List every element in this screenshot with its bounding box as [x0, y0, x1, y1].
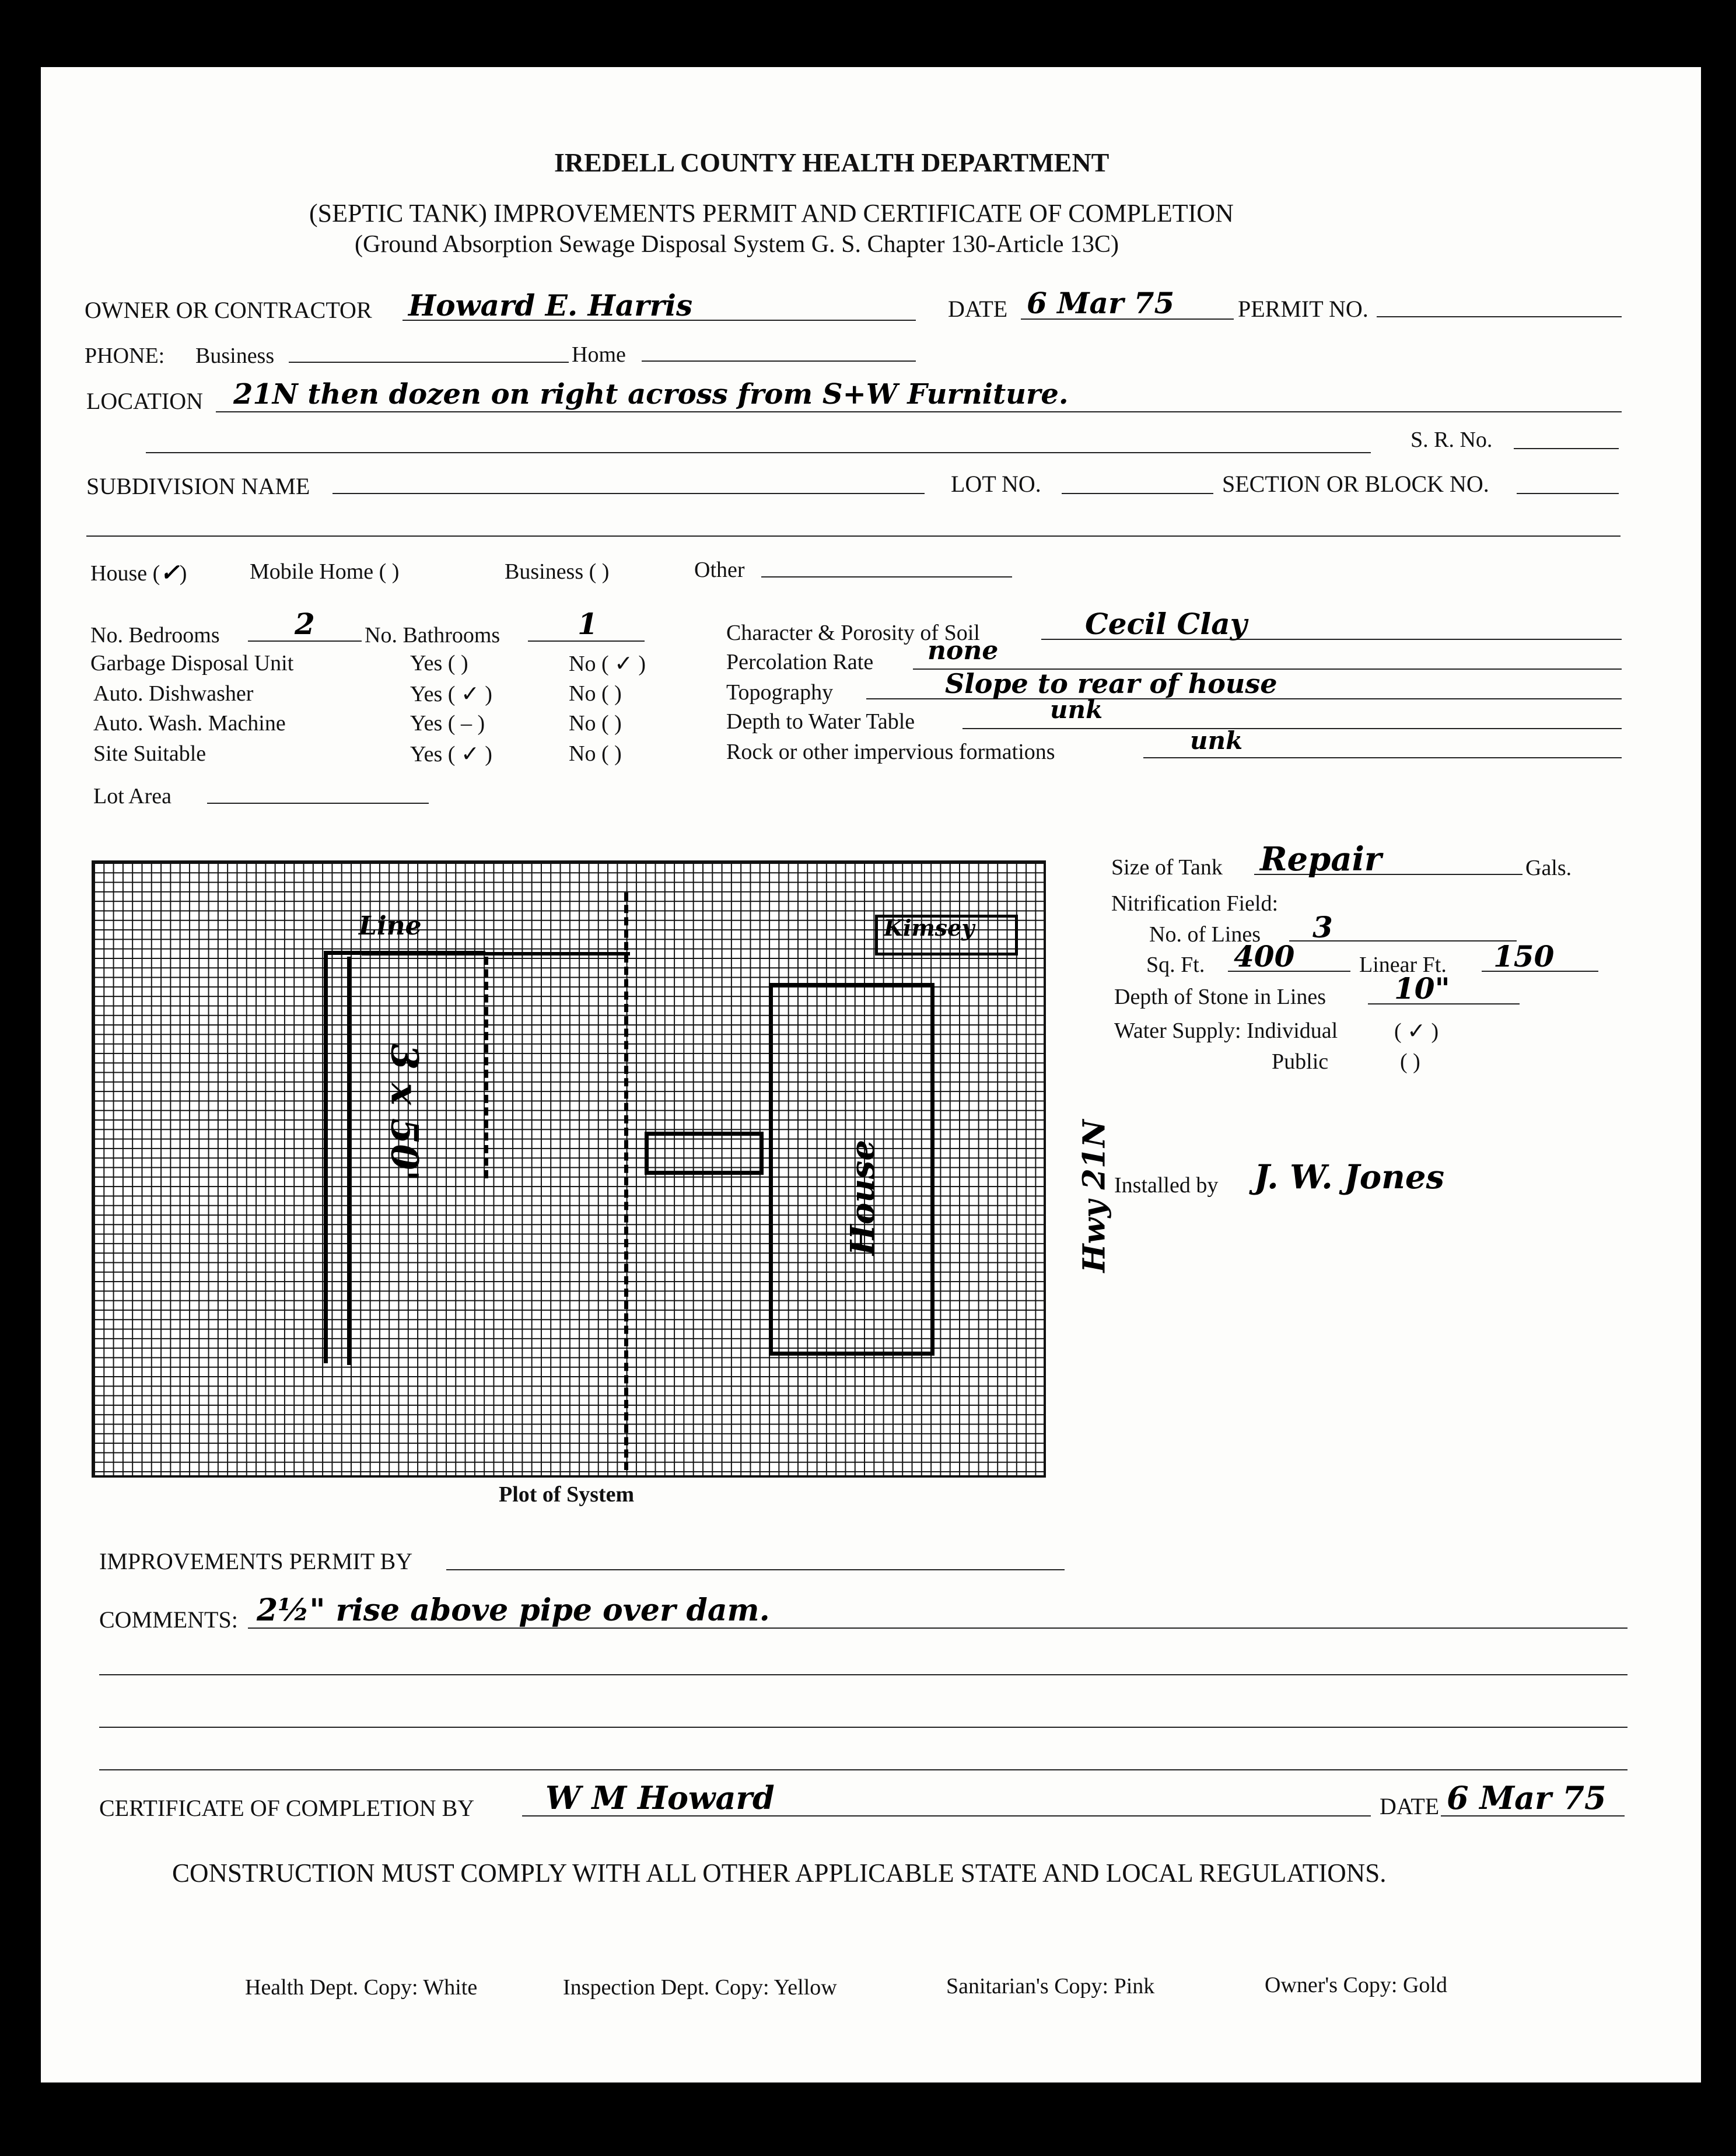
permit-no-label: PERMIT NO. [1238, 296, 1368, 322]
sq-ft-value: 400 [1234, 939, 1295, 974]
bedrooms-label: No. Bedrooms [90, 623, 220, 648]
plot-corner-label: Kimsey [884, 915, 975, 941]
soil-label: Character & Porosity of Soil [726, 621, 980, 645]
no-of-lines-label: No. of Lines [1149, 922, 1261, 947]
rock-formations-label: Rock or other impervious formations [726, 740, 1055, 764]
phone-business-label: Business [195, 344, 275, 368]
date-value: 6 Mar 75 [1027, 286, 1175, 320]
site-suitable-yes: Yes ( ✓ ) [410, 742, 492, 766]
sr-no-label: S. R. No. [1410, 428, 1493, 452]
house-checkbox-label: House (✓) [90, 559, 187, 586]
wash-machine-no: No ( ) [569, 711, 622, 736]
plot-top-label: Line [359, 911, 422, 941]
wash-machine-yes: Yes ( – ) [410, 711, 485, 736]
location-label: LOCATION [86, 388, 203, 414]
section-block-label: SECTION OR BLOCK NO. [1222, 471, 1489, 497]
mobile-home-checkbox-label: Mobile Home ( ) [250, 559, 400, 584]
copy-owner: Owner's Copy: Gold [1265, 1973, 1447, 1997]
nitrification-label: Nitrification Field: [1111, 891, 1279, 916]
gals-label: Gals. [1525, 856, 1572, 880]
stone-depth-value: 10" [1394, 971, 1450, 1006]
percolation-value: none [928, 636, 999, 666]
plot-highway-label: Hwy 21N [1076, 1119, 1112, 1273]
comments-value: 2½" rise above pipe over dam. [257, 1592, 770, 1628]
plot-dashed-line [624, 892, 628, 1470]
water-supply-public-label: Public [1272, 1049, 1329, 1074]
plot-house-label: House [844, 1139, 883, 1256]
water-supply-individual-mark: ( ✓ ) [1394, 1019, 1439, 1044]
garbage-disposal-no: No ( ✓ ) [569, 652, 646, 676]
linear-ft-value: 150 [1493, 939, 1555, 974]
plot-septic-tank [645, 1132, 764, 1175]
form-title: (SEPTIC TANK) IMPROVEMENTS PERMIT AND CERTIFICATE OF COMPLETION [309, 199, 1234, 228]
stone-depth-label: Depth of Stone in Lines [1114, 985, 1326, 1009]
business-checkbox-label: Business ( ) [505, 559, 610, 584]
phone-home-label: Home [572, 342, 626, 367]
bedrooms-value: 2 [295, 607, 315, 641]
comments-label: COMMENTS: [99, 1606, 238, 1633]
dishwasher-yes: Yes ( ✓ ) [410, 682, 492, 706]
certificate-value: W M Howard [545, 1779, 775, 1817]
water-supply-label: Water Supply: Individual [1114, 1019, 1338, 1043]
water-table-label: Depth to Water Table [726, 709, 915, 734]
dishwasher-label: Auto. Dishwasher [93, 681, 254, 706]
department-title: IREDELL COUNTY HEALTH DEPARTMENT [554, 148, 1110, 177]
dishwasher-no: No ( ) [569, 681, 622, 706]
copy-inspection-dept: Inspection Dept. Copy: Yellow [563, 1975, 837, 2000]
copy-health-dept: Health Dept. Copy: White [245, 1975, 478, 2000]
installed-by-value: J. W. Jones [1254, 1158, 1445, 1196]
location-value: 21N then dozen on right across from S+W Furniture. [233, 378, 1069, 411]
tank-size-value: Repair [1260, 840, 1382, 878]
bathrooms-label: No. Bathrooms [365, 623, 501, 648]
other-label: Other [694, 558, 745, 582]
garbage-disposal-yes: Yes ( ) [410, 651, 468, 676]
certificate-label: CERTIFICATE OF COMPLETION BY [99, 1795, 475, 1821]
lot-no-label: LOT NO. [951, 471, 1041, 497]
sq-ft-label: Sq. Ft. [1146, 953, 1205, 977]
linear-ft-label: Linear Ft. [1359, 953, 1447, 977]
rock-formations-value: unk [1190, 726, 1243, 755]
site-suitable-label: Site Suitable [93, 741, 206, 766]
topography-label: Topography [726, 680, 834, 705]
owner-value: Howard E. Harris [408, 288, 693, 323]
soil-value: Cecil Clay [1085, 607, 1247, 641]
wash-machine-label: Auto. Wash. Machine [93, 711, 286, 736]
owner-label: OWNER OR CONTRACTOR [85, 297, 372, 323]
subdivision-label: SUBDIVISION NAME [86, 473, 310, 499]
phone-label: PHONE: [85, 344, 165, 368]
certificate-date-label: DATE [1380, 1793, 1440, 1819]
water-table-value: unk [1050, 695, 1103, 724]
no-of-lines-value: 3 [1312, 910, 1333, 944]
certificate-date-value: 6 Mar 75 [1447, 1779, 1606, 1817]
lot-area-label: Lot Area [93, 784, 172, 808]
date-label: DATE [948, 296, 1008, 322]
plot-caption: Plot of System [499, 1482, 635, 1507]
garbage-disposal-label: Garbage Disposal Unit [90, 651, 294, 676]
topography-value: Slope to rear of house [945, 668, 1278, 699]
tank-size-label: Size of Tank [1111, 855, 1223, 880]
installed-by-label: Installed by [1114, 1173, 1219, 1198]
site-suitable-no: No ( ) [569, 741, 622, 766]
compliance-notice: CONSTRUCTION MUST COMPLY WITH ALL OTHER APPLICABLE STATE AND LOCAL REGULATIONS. [172, 1859, 1387, 1888]
percolation-label: Percolation Rate [726, 650, 874, 674]
improvements-permit-label: IMPROVEMENTS PERMIT BY [99, 1548, 413, 1574]
copy-sanitarian: Sanitarian's Copy: Pink [946, 1974, 1155, 1999]
water-supply-public-mark: ( ) [1400, 1049, 1420, 1074]
plot-line-label: 3 x 50' [382, 1044, 426, 1182]
bathrooms-value: 1 [578, 607, 598, 641]
form-subtitle: (Ground Absorption Sewage Disposal System G. S. Chapter 130-Article 13C) [355, 231, 1119, 258]
